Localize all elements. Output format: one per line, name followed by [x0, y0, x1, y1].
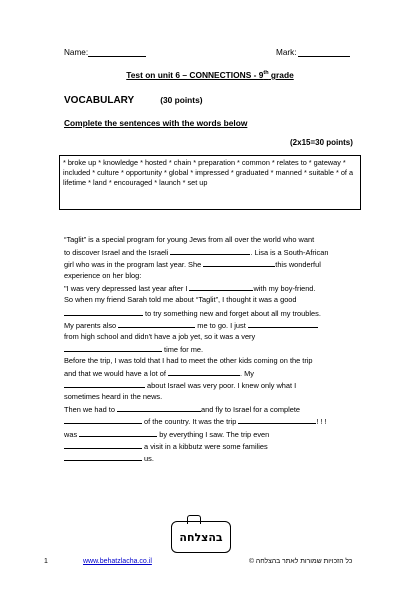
passage-line: girl who was in the program last year. She this wonderful [64, 260, 321, 270]
answer-blank[interactable] [238, 415, 316, 424]
answer-blank[interactable] [189, 282, 253, 291]
passage-line: us. [64, 452, 364, 464]
sub-points: (2x15=30 points) [290, 138, 353, 147]
name-blank[interactable] [88, 47, 146, 57]
passage-line: of the country. It was the trip ! ! ! [64, 415, 364, 427]
passage-line: about Israel was very poor. I knew only what I [64, 379, 364, 391]
passage-line: to try something new and forget about all my troubles. [64, 307, 364, 319]
page-title: Test on unit 6 – CONNECTIONS - 9th grade [126, 70, 294, 80]
passage-line: Then we had to and fly to Israel for a complete [64, 405, 301, 415]
answer-blank[interactable] [79, 428, 157, 437]
passage-line: from high school and didn't have a job yet, so it was a very [64, 331, 256, 341]
answer-blank[interactable] [64, 440, 142, 449]
passage [64, 234, 364, 464]
instruction: Complete the sentences with the words below [64, 118, 248, 128]
answer-blank[interactable] [118, 319, 195, 328]
page-number: 1 [44, 558, 48, 565]
mark-label: Mark: [276, 48, 297, 57]
passage-line: to discover Israel and the Israeli . Lisa is a South-African [64, 248, 329, 258]
behatzlacha-logo: בהצלחה [171, 521, 231, 553]
passage-line: sometimes heard in the news. [64, 392, 163, 402]
mark-field-row [276, 47, 350, 57]
website-link[interactable]: www.behatzlacha.co.il [83, 558, 152, 565]
answer-blank[interactable] [64, 415, 142, 424]
passage-line: Before the trip, I was told that I had to meet the other kids coming on the trip [64, 355, 313, 365]
answer-blank[interactable] [203, 258, 275, 267]
passage-line: experience on her blog: [64, 271, 142, 281]
answer-blank[interactable] [248, 319, 318, 328]
passage-line: So when my friend Sarah told me about “Taglit”, I thought it was a good [64, 295, 297, 305]
answer-blank[interactable] [170, 246, 250, 255]
mark-blank[interactable] [298, 47, 350, 57]
passage-line: My parents also me to go. I just [64, 319, 364, 331]
name-field-row [64, 47, 146, 57]
section-points: (30 points) [160, 95, 203, 105]
answer-blank[interactable] [64, 307, 143, 316]
passage-line: was by everything I saw. The trip even [64, 429, 270, 439]
copyright-notice: כל הזכויות שמורות לאתר בהצלחה © [249, 558, 353, 565]
answer-blank[interactable] [64, 379, 145, 388]
passage-line: and that we would have a lot of . My [64, 369, 254, 379]
passage-line: "I was very depressed last year after I with my boy-friend. [64, 284, 316, 294]
answer-blank[interactable] [64, 452, 142, 461]
name-label: Name: [64, 48, 89, 57]
passage-line: time for me. [64, 343, 364, 355]
answer-blank[interactable] [64, 343, 162, 352]
answer-blank[interactable] [117, 403, 201, 412]
section-heading: VOCABULARY (30 points) [64, 95, 203, 106]
word-bank: * broke up * knowledge * hosted * chain * preparation * common * relates to * gateway * included * culture * opportunity * global * impressed * graduated * manned * suitable * of a lifetime * land * encouraged * launch * set up [59, 155, 361, 210]
passage-line: “Taglit” is a special program for young Jews from all over the world who want [64, 235, 315, 244]
passage-line: a visit in a kibbutz were some families [64, 440, 364, 452]
answer-blank[interactable] [168, 367, 240, 376]
